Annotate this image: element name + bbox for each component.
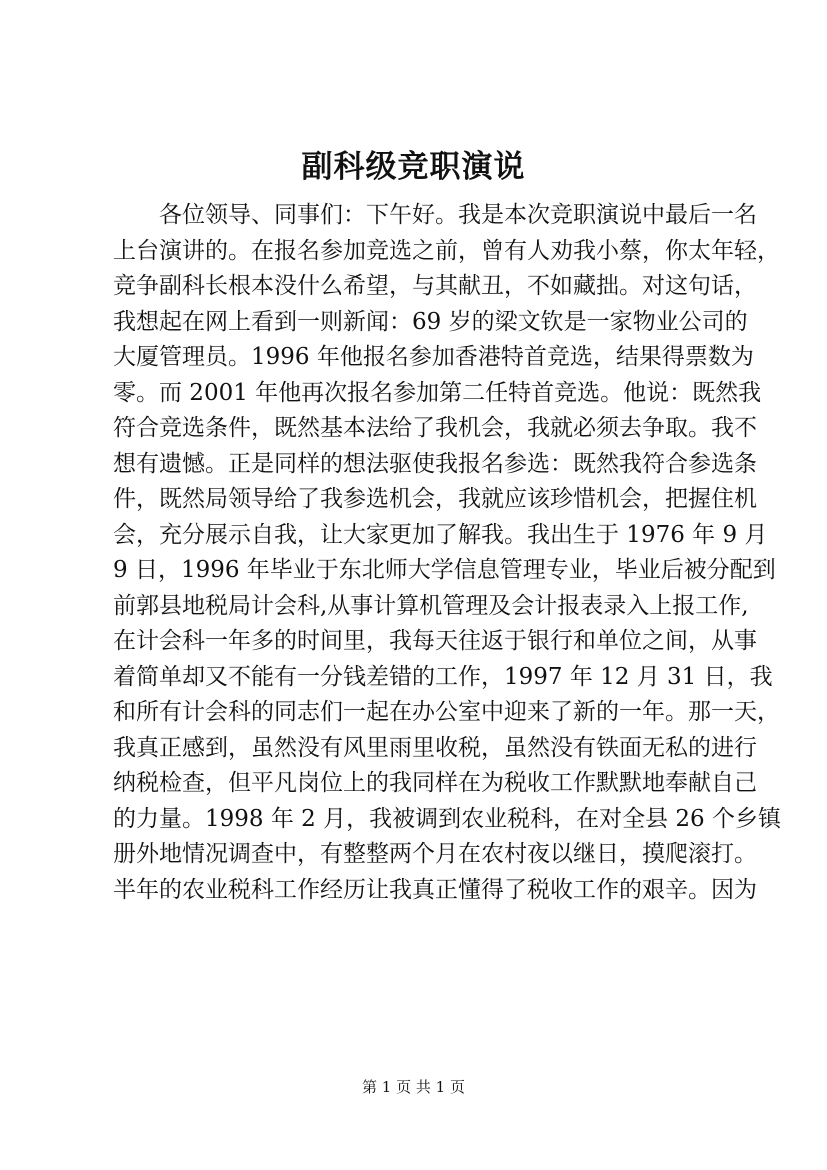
paragraph-line: 在计会科一年多的时间里，我每天往返于银行和单位之间，从事 <box>113 628 757 654</box>
document-title: 副科级竞职演说 <box>301 149 526 185</box>
paragraph-line: 大厦管理员。1996 年他报名参加香港特首竞选，结果得票数为 <box>113 344 754 370</box>
paragraph-line: 前郭县地税局计会科,从事计算机管理及会计报表录入上报工作, <box>113 592 749 619</box>
paragraph-line: 各位领导、同事们：下午好。我是本次竞职演说中最后一名 <box>159 202 757 228</box>
paragraph-line: 零。而 2001 年他再次报名参加第二任特首竞选。他说：既然我 <box>113 379 762 406</box>
paragraph-line: 的力量。1998 年 2 月，我被调到农业税科，在对全县 26 个乡镇 <box>113 805 781 832</box>
paragraph-line: 册外地情况调查中，有整整两个月在农村夜以继日，摸爬滚打。 <box>113 841 757 867</box>
paragraph-line: 上台演讲的。在报名参加竞选之前，曾有人劝我小蔡，你太年轻， <box>113 237 780 264</box>
paragraph-line: 竞争副科长根本没什么希望，与其献丑，不如藏拙。对这句话， <box>113 273 757 299</box>
paragraph-line: 符合竞选条件，既然基本法给了我机会，我就必须去争取。我不 <box>113 415 757 441</box>
paragraph-line: 9 日，1996 年毕业于东北师大学信息管理专业，毕业后被分配到 <box>113 557 776 583</box>
paragraph-line: 我想起在网上看到一则新闻：69 岁的梁文钦是一家物业公司的 <box>113 308 748 335</box>
document-body <box>113 198 781 908</box>
paragraph-line: 想有遗憾。正是同样的想法驱使我报名参选：既然我符合参选条 <box>113 450 757 477</box>
paragraph-line: 着简单却又不能有一分钱差错的工作，1997 年 12 月 31 日，我 <box>113 663 773 690</box>
paragraph-line: 纳税检查，但平凡岗位上的我同样在为税收工作默默地奉献自己 <box>113 770 757 796</box>
paragraph-line: 和所有计会科的同志们一起在办公室中迎来了新的一年。那一天， <box>113 699 780 725</box>
paragraph-line: 半年的农业税科工作经历让我真正懂得了税收工作的艰辛。因为 <box>113 876 757 903</box>
paragraph-line: 件，既然局领导给了我参选机会，我就应该珍惜机会，把握住机 <box>113 486 757 512</box>
paragraph-line: 会，充分展示自我，让大家更加了解我。我出生于 1976 年 9 月 <box>113 521 768 548</box>
page-footer: 第 1 页 共 1 页 <box>362 1078 465 1096</box>
paragraph-line: 我真正感到，虽然没有风里雨里收税，虽然没有铁面无私的进行 <box>113 734 757 761</box>
